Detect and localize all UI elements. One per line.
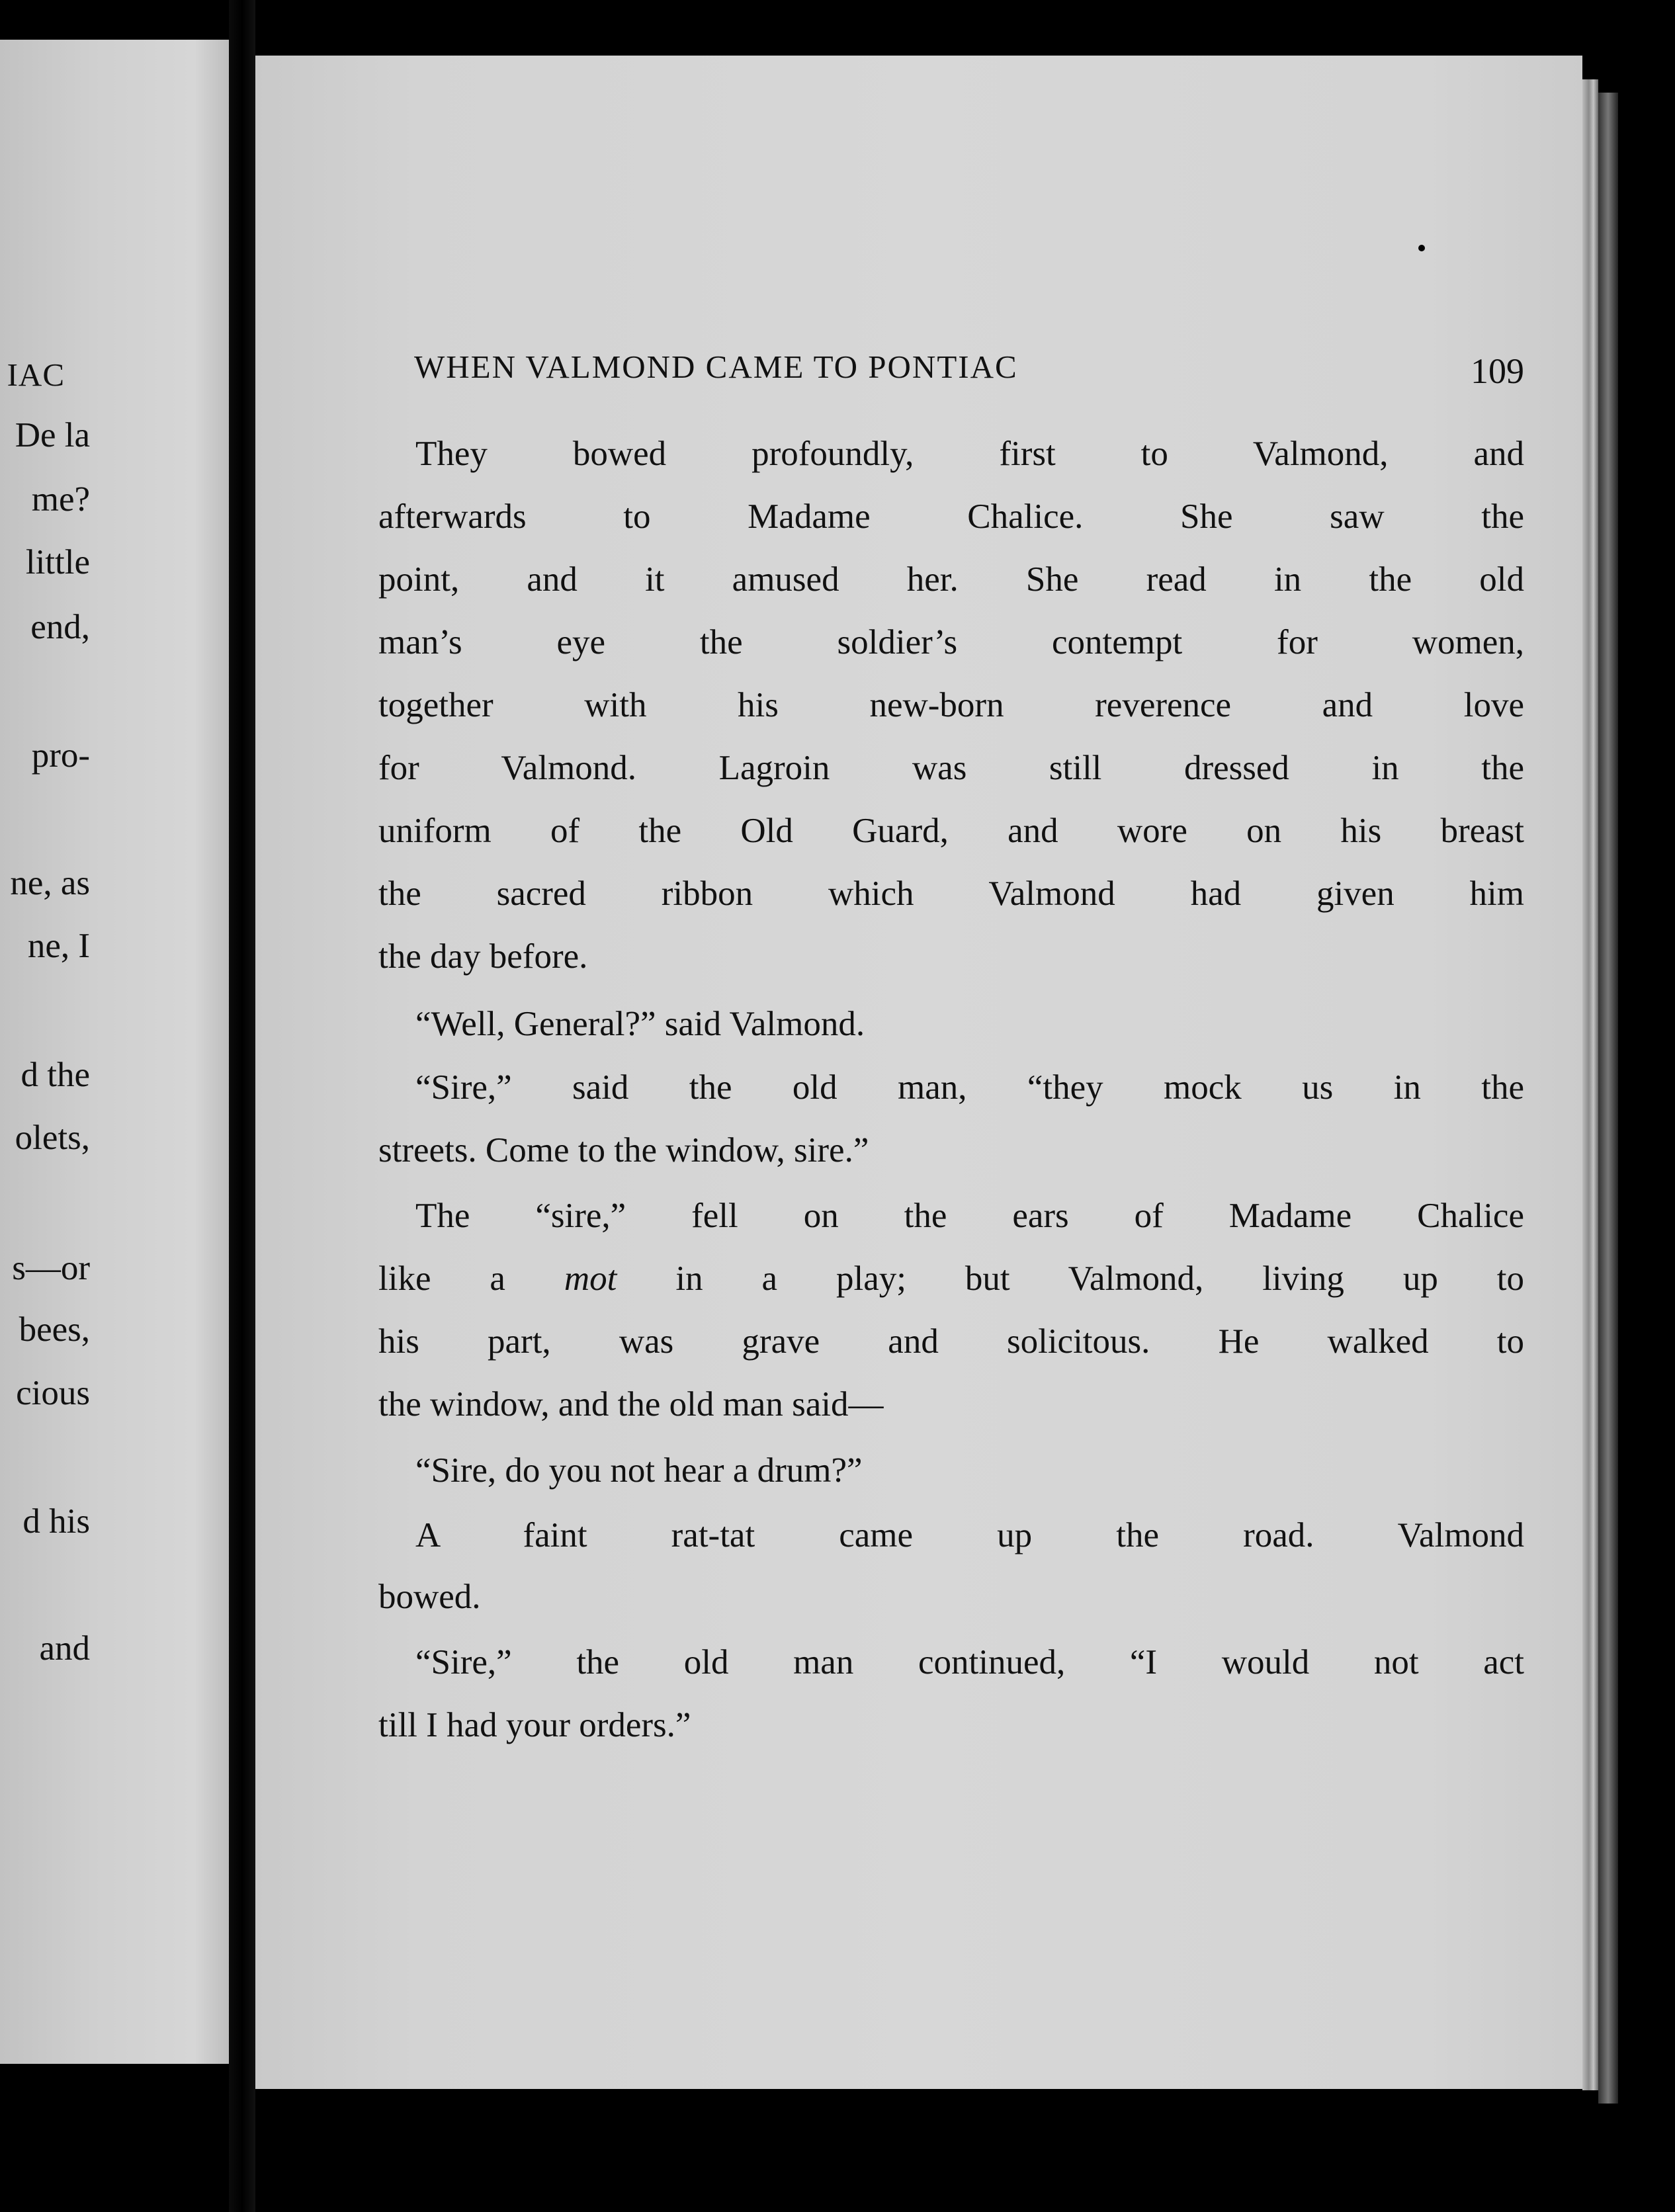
text-line: the sacred ribbon which Valmond had given him	[378, 874, 1524, 913]
page-edge-shadow	[1598, 93, 1618, 2104]
left-page-line-fragment: ne, I	[27, 927, 90, 965]
left-page-line-fragment: end,	[30, 608, 90, 646]
left-page-line-fragment: bees,	[19, 1310, 90, 1349]
text-line: the window, and the old man said—	[378, 1385, 884, 1424]
text-line: for Valmond. Lagroin was still dressed in the	[378, 749, 1524, 787]
text-line: They bowed profoundly, first to Valmond, and	[415, 435, 1524, 473]
left-page-line-fragment: De la	[15, 416, 90, 454]
left-page-running-head-fragment: IAC	[7, 357, 65, 393]
text-line: “Sire,” the old man continued, “I would not act	[415, 1643, 1524, 1681]
text-line: till I had your orders.”	[378, 1706, 691, 1744]
text-line: A faint rat-tat came up the road. Valmond	[415, 1516, 1524, 1554]
text-line: bowed.	[378, 1578, 481, 1616]
left-page-line-fragment: little	[25, 543, 90, 581]
left-page-line-fragment: olets,	[15, 1119, 90, 1157]
text-line: his part, was grave and solicitous. He walked to	[378, 1322, 1524, 1361]
left-page-line-fragment: me?	[31, 480, 90, 519]
text-line: The “sire,” fell on the ears of Madame Chalice	[415, 1197, 1524, 1235]
text-line: streets. Come to the window, sire.”	[378, 1131, 869, 1170]
text-line	[378, 1257, 1524, 1300]
page-edge	[1582, 79, 1598, 2090]
text-run: like a	[378, 1259, 564, 1298]
text-line: uniform of the Old Guard, and wore on his breast	[378, 812, 1524, 850]
text-line: “Sire,” said the old man, “they mock us in the	[415, 1068, 1524, 1107]
book-gutter	[229, 0, 255, 2212]
page-speck	[1418, 245, 1425, 251]
text-run: in a play; but Valmond, living up to	[617, 1259, 1525, 1298]
running-title: WHEN VALMOND CAME TO PONTIAC	[414, 349, 1018, 385]
left-page-line-fragment: pro-	[31, 736, 90, 775]
left-page-line-fragment: cious	[16, 1374, 90, 1412]
page-number: 109	[1471, 351, 1524, 391]
left-page-line-fragment: ne, as	[10, 864, 90, 902]
left-page-line-fragment: d his	[22, 1502, 90, 1541]
text-line: “Sire, do you not hear a drum?”	[415, 1451, 863, 1490]
left-page-line-fragment: d the	[21, 1056, 90, 1094]
text-line: point, and it amused her. She read in the old	[378, 560, 1524, 599]
left-page	[0, 40, 229, 2064]
text-line: the day before.	[378, 937, 588, 976]
text-line: man’s eye the soldier’s contempt for women,	[378, 623, 1524, 661]
right-page	[255, 56, 1582, 2089]
running-head	[414, 348, 1524, 394]
left-page-line-fragment: s—or	[12, 1249, 90, 1287]
text-line: together with his new-born reverence and love	[378, 686, 1524, 724]
text-line: afterwards to Madame Chalice. She saw the	[378, 497, 1524, 536]
italic-word: mot	[564, 1259, 617, 1298]
text-line: “Well, General?” said Valmond.	[415, 1005, 865, 1043]
left-page-line-fragment: and	[39, 1629, 90, 1668]
